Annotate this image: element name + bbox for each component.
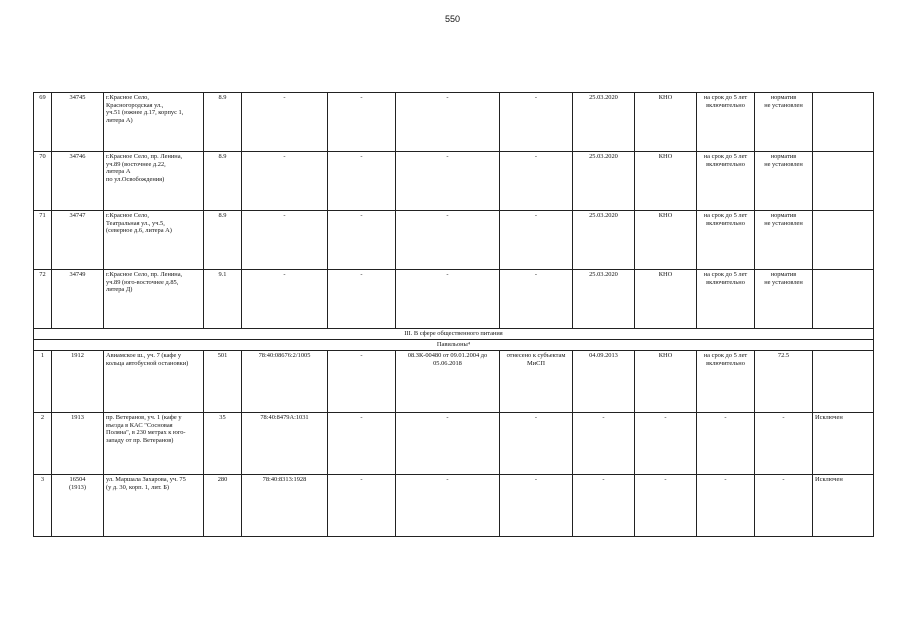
cell-cadastral-number: - xyxy=(242,93,328,152)
cell-record-id: 1912 xyxy=(52,351,104,413)
page-number: 550 xyxy=(444,14,461,24)
cell-address: г.Красное Село, Красногородская ул., уч.51 (южнее д.17, корпус 1, литера А) xyxy=(104,93,204,152)
cell-address: Авиамское ш., уч. 7 (кафе у кольца автобусной остановки) xyxy=(104,351,204,413)
cell-cadastral-number: - xyxy=(242,211,328,270)
cell-column-6: - xyxy=(396,152,500,211)
cell-note: Исключен xyxy=(813,413,874,475)
cell-area: 8.9 xyxy=(204,93,242,152)
register-table xyxy=(33,92,874,537)
table-row xyxy=(34,93,874,152)
cell-type: - xyxy=(635,475,697,537)
cell-cadastral-number: - xyxy=(242,270,328,329)
cell-term: на срок до 5 лет включительно xyxy=(697,93,755,152)
cell-rate: 72.5 xyxy=(755,351,813,413)
table-row xyxy=(34,211,874,270)
cell-area: 35 xyxy=(204,413,242,475)
cell-rate: - xyxy=(755,475,813,537)
cell-column-6: 08.ЗК-00480 от 09.01.2004 до 05.06.2018 xyxy=(396,351,500,413)
cell-column-7: - xyxy=(500,270,573,329)
cell-column-6: - xyxy=(396,475,500,537)
cell-rate: норматив не установлен xyxy=(755,152,813,211)
cell-note xyxy=(813,270,874,329)
cell-column-7: - xyxy=(500,475,573,537)
cell-type: КНО xyxy=(635,211,697,270)
cell-row-number: 3 xyxy=(34,475,52,537)
cell-rate: норматив не установлен xyxy=(755,270,813,329)
cell-rate: норматив не установлен xyxy=(755,211,813,270)
cell-column-5: - xyxy=(328,351,396,413)
cell-type: - xyxy=(635,413,697,475)
cell-area: 280 xyxy=(204,475,242,537)
cell-address: ул. Маршала Захарова, уч. 75 (у д. 30, корп. 1, лит. Б) xyxy=(104,475,204,537)
cell-type: КНО xyxy=(635,152,697,211)
cell-column-5: - xyxy=(328,152,396,211)
cell-term: на срок до 5 лет включительно xyxy=(697,152,755,211)
cell-cadastral-number: 78:40:8479А:1031 xyxy=(242,413,328,475)
cell-note xyxy=(813,93,874,152)
cell-cadastral-number: - xyxy=(242,152,328,211)
cell-area: 8.9 xyxy=(204,152,242,211)
cell-area: 501 xyxy=(204,351,242,413)
cell-record-id: 16504 (1913) xyxy=(52,475,104,537)
cell-term: - xyxy=(697,413,755,475)
cell-column-6: - xyxy=(396,413,500,475)
cell-column-6: - xyxy=(396,211,500,270)
cell-column-5: - xyxy=(328,413,396,475)
cell-note xyxy=(813,351,874,413)
cell-row-number: 70 xyxy=(34,152,52,211)
cell-column-7: - xyxy=(500,413,573,475)
cell-address: пр. Ветеранов, уч. 1 (кафе у въезда в КАС "Сосновая Поляна", в 230 метрах к юго- западу от пр. Ветеранов) xyxy=(104,413,204,475)
cell-note xyxy=(813,152,874,211)
cell-row-number: 72 xyxy=(34,270,52,329)
section-heading: III. В сфере общественного питания xyxy=(34,329,874,340)
cell-column-6: - xyxy=(396,270,500,329)
table-row xyxy=(34,351,874,413)
cell-record-id: 34747 xyxy=(52,211,104,270)
cell-note: Исключен xyxy=(813,475,874,537)
cell-term: на срок до 5 лет включительно xyxy=(697,351,755,413)
cell-column-7: отнесено к субъектам МиСП xyxy=(500,351,573,413)
cell-address: г.Красное Село, Театральная ул., уч.5, (северное д.6, литера А) xyxy=(104,211,204,270)
table-row xyxy=(34,413,874,475)
cell-address: г.Красное Село, пр. Ленина, уч.89 (восточнее д.22, литера А по ул.Освобождения) xyxy=(104,152,204,211)
cell-column-7: - xyxy=(500,211,573,270)
cell-address: г.Красное Село, пр. Ленина, уч.89 (юго-восточнее д.85, литера Д) xyxy=(104,270,204,329)
cell-date: 25.03.2020 xyxy=(573,270,635,329)
cell-type: КНО xyxy=(635,351,697,413)
cell-column-5: - xyxy=(328,93,396,152)
cell-record-id: 34746 xyxy=(52,152,104,211)
cell-area: 9.1 xyxy=(204,270,242,329)
cell-date: 25.03.2020 xyxy=(573,152,635,211)
cell-column-7: - xyxy=(500,93,573,152)
cell-row-number: 2 xyxy=(34,413,52,475)
cell-type: КНО xyxy=(635,270,697,329)
cell-column-5: - xyxy=(328,475,396,537)
cell-area: 8.9 xyxy=(204,211,242,270)
cell-term: на срок до 5 лет включительно xyxy=(697,211,755,270)
cell-column-7: - xyxy=(500,152,573,211)
cell-date: - xyxy=(573,475,635,537)
cell-cadastral-number: 78:40:08676:2/1005 xyxy=(242,351,328,413)
cell-row-number: 1 xyxy=(34,351,52,413)
cell-column-6: - xyxy=(396,93,500,152)
table-row xyxy=(34,475,874,537)
cell-record-id: 34749 xyxy=(52,270,104,329)
cell-row-number: 69 xyxy=(34,93,52,152)
cell-row-number: 71 xyxy=(34,211,52,270)
cell-date: 04.09.2013 xyxy=(573,351,635,413)
cell-date: 25.03.2020 xyxy=(573,211,635,270)
cell-rate: норматив не установлен xyxy=(755,93,813,152)
table-row xyxy=(34,152,874,211)
cell-date: 25.03.2020 xyxy=(573,93,635,152)
cell-term: на срок до 5 лет включительно xyxy=(697,270,755,329)
cell-term: - xyxy=(697,475,755,537)
cell-date: - xyxy=(573,413,635,475)
cell-cadastral-number: 78:40:8313:1928 xyxy=(242,475,328,537)
cell-note xyxy=(813,211,874,270)
cell-record-id: 1913 xyxy=(52,413,104,475)
subsection-heading: Павильоны⁴ xyxy=(34,340,874,351)
cell-column-5: - xyxy=(328,211,396,270)
cell-record-id: 34745 xyxy=(52,93,104,152)
table-row xyxy=(34,270,874,329)
cell-rate: - xyxy=(755,413,813,475)
cell-type: КНО xyxy=(635,93,697,152)
cell-column-5: - xyxy=(328,270,396,329)
